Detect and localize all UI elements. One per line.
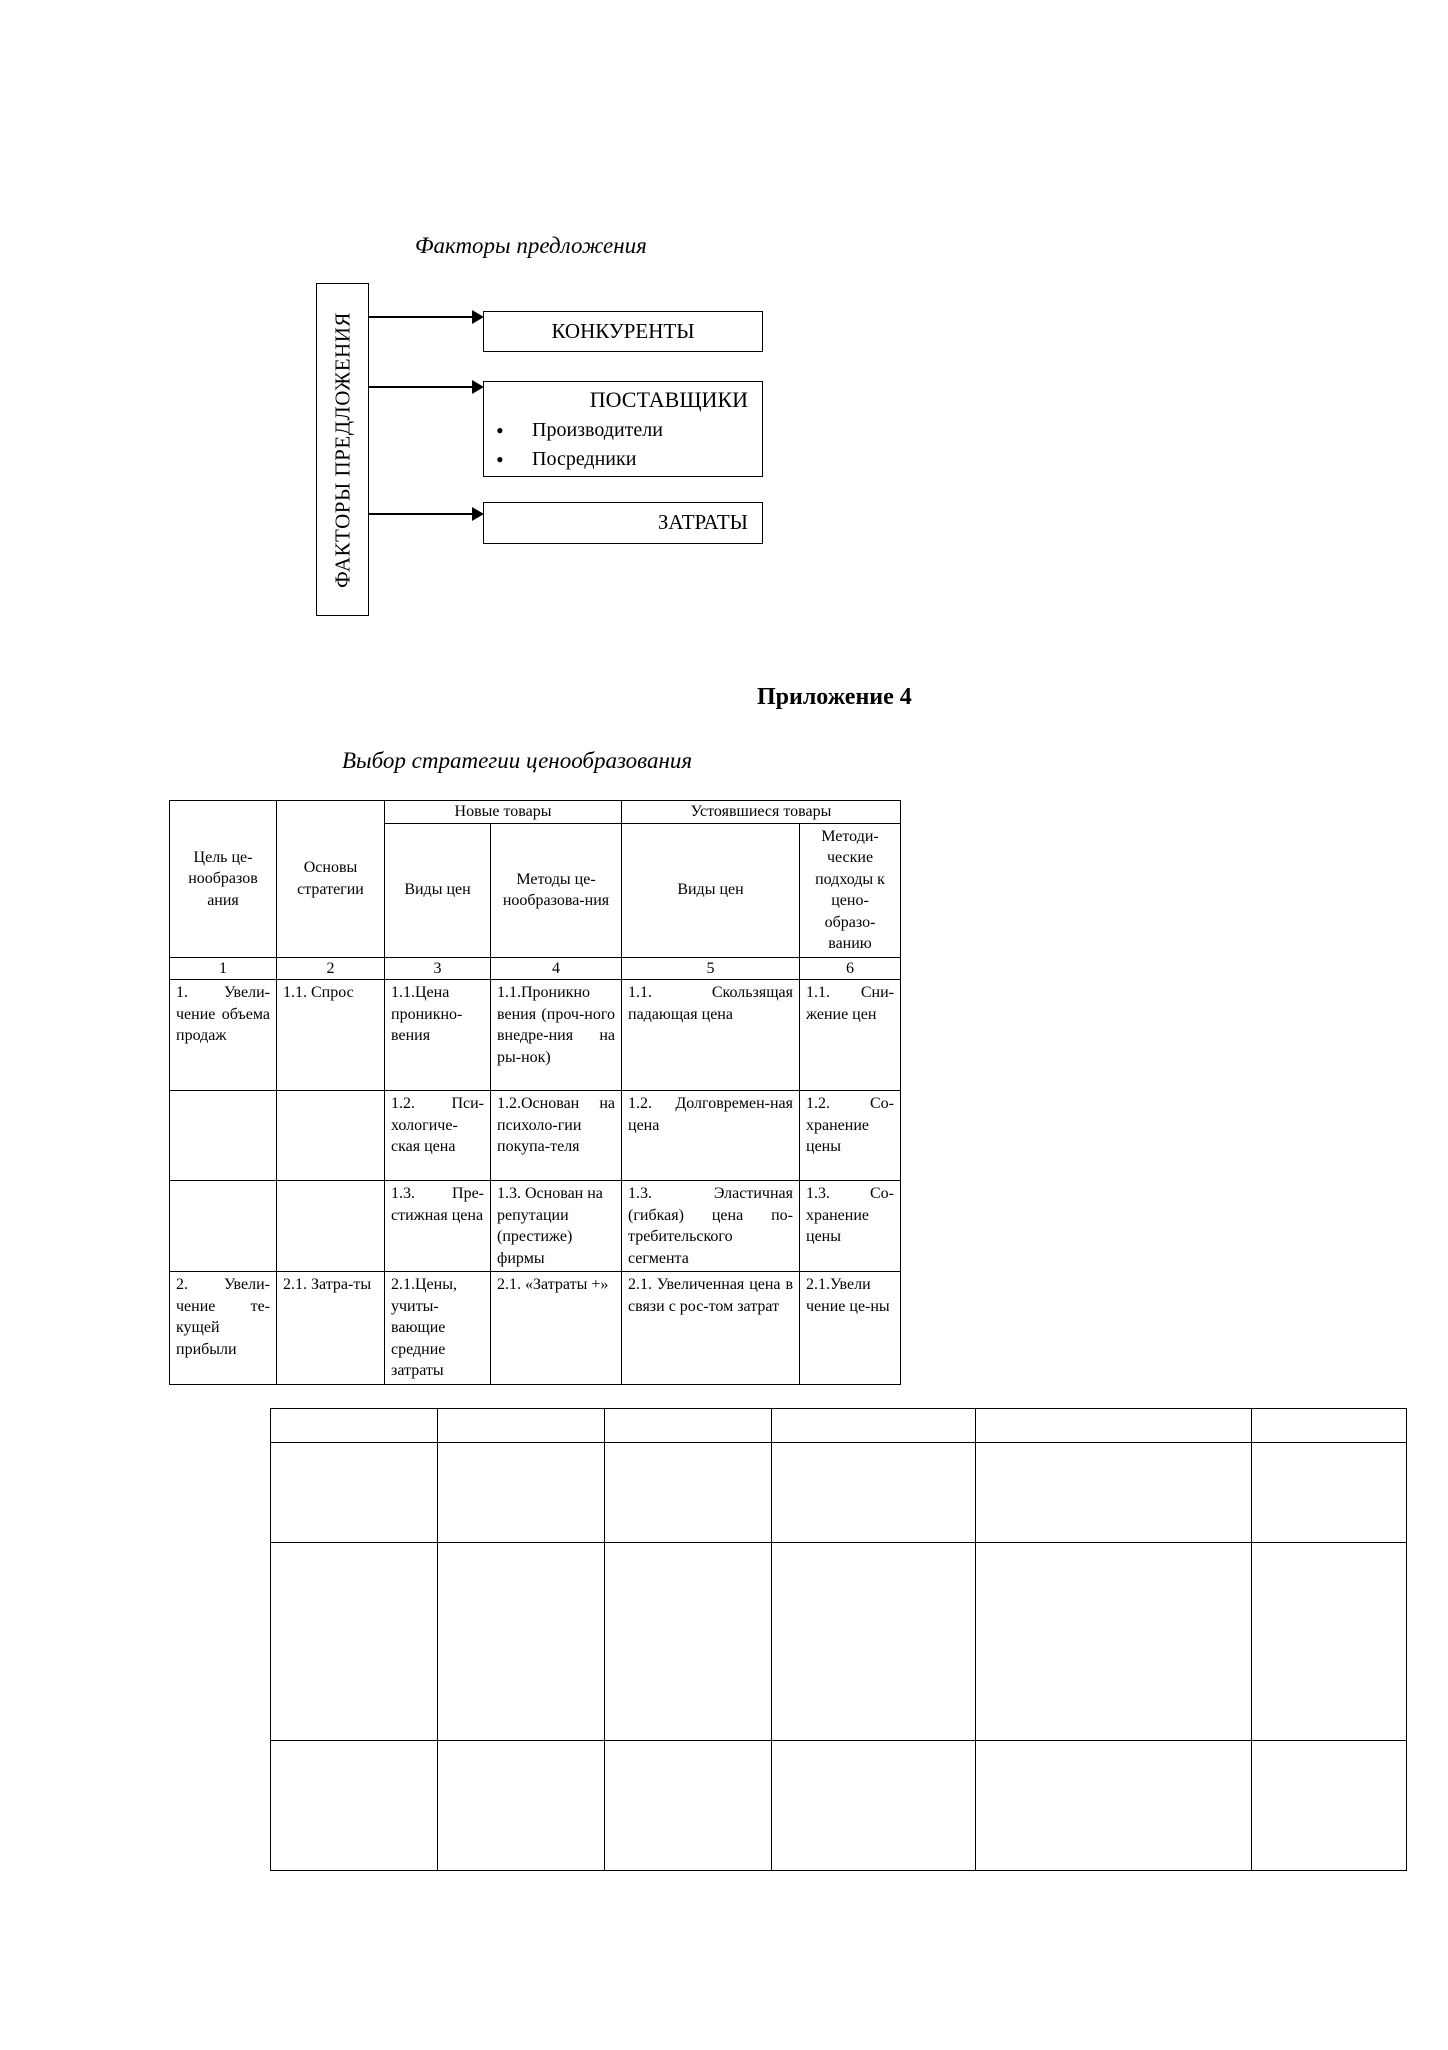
empty-grid-row — [271, 1741, 1407, 1871]
competitors-box — [483, 311, 763, 352]
empty-grid-cell — [976, 1543, 1252, 1741]
suppliers-list-item: • Посредники — [496, 445, 663, 474]
empty-grid-cell — [438, 1741, 605, 1871]
empty-grid-cell — [1252, 1741, 1407, 1871]
empty-grid-cell — [605, 1443, 772, 1543]
table-cell: 1.2.Основан на психоло-гии покупа-теля — [491, 1091, 622, 1181]
table-cell: 1.3. Со-хранение цены — [800, 1181, 901, 1272]
empty-grid-cell — [438, 1543, 605, 1741]
table-cell: 2. Увели-чение те-кущей прибыли — [170, 1272, 277, 1385]
empty-grid-row — [271, 1443, 1407, 1543]
empty-grid-cell — [1252, 1543, 1407, 1741]
supply-factors-box — [316, 283, 369, 616]
table-cell: 1.3. Пре-стижная цена — [385, 1181, 491, 1272]
competitors-label: КОНКУРЕНТЫ — [551, 319, 695, 343]
empty-grid-cell — [976, 1741, 1252, 1871]
arrow-to-costs — [369, 513, 482, 515]
empty-grid-cell — [772, 1409, 976, 1443]
arrow-to-competitors — [369, 316, 482, 318]
table-cell: 1.1.Проникно вения (проч-ного внедре-ния на ры-нок) — [491, 980, 622, 1091]
column-number-row — [170, 957, 901, 980]
costs-label: ЗАТРАТЫ — [657, 510, 748, 534]
header-cell: Основы стратегии — [277, 801, 385, 958]
empty-grid-cell — [271, 1443, 438, 1543]
table-cell: 1.1. Спрос — [277, 980, 385, 1091]
header-cell: Методы це-нообразова-ния — [491, 823, 622, 957]
table-row — [170, 1091, 901, 1181]
table-cell — [170, 1091, 277, 1181]
column-number: 3 — [385, 957, 491, 980]
table-cell: 1.3. Эластичная (гибкая) цена по-требительского сегмента — [622, 1181, 800, 1272]
column-number: 4 — [491, 957, 622, 980]
pricing-strategy-table — [169, 800, 901, 1385]
table-cell — [170, 1181, 277, 1272]
column-number: 1 — [170, 957, 277, 980]
table-row — [170, 980, 901, 1091]
empty-grid-table — [270, 1408, 1407, 1871]
table-cell: 2.1. Затра-ты — [277, 1272, 385, 1385]
table-cell: 2.1. «Затраты +» — [491, 1272, 622, 1385]
suppliers-heading: ПОСТАВЩИКИ — [589, 387, 748, 412]
empty-grid-cell — [271, 1543, 438, 1741]
empty-grid-row — [271, 1409, 1407, 1443]
empty-grid-row — [271, 1543, 1407, 1741]
table-cell: 1.3. Основан на репутации (престиже) фирмы — [491, 1181, 622, 1272]
empty-grid-cell — [1252, 1443, 1407, 1543]
empty-grid-cell — [271, 1409, 438, 1443]
empty-grid-cell — [605, 1409, 772, 1443]
empty-grid-cell — [271, 1741, 438, 1871]
header-cell: Методи-ческие подходы к цено-образо-ванию — [800, 823, 901, 957]
table-cell: 2.1.Цены, учиты-вающие средние затраты — [385, 1272, 491, 1385]
diagram-title: Факторы предложения — [415, 233, 647, 258]
suppliers-list — [496, 416, 663, 474]
header-cell: Цель це-нообразов ания — [170, 801, 277, 958]
table-header-row — [170, 801, 901, 824]
table-cell — [277, 1181, 385, 1272]
suppliers-list-item: • Производители — [496, 416, 663, 445]
header-cell: Виды цен — [622, 823, 800, 957]
table-cell: 2.1. Увеличенная цена в связи с рос-том затрат — [622, 1272, 800, 1385]
empty-grid-cell — [772, 1543, 976, 1741]
suppliers-box — [483, 381, 763, 477]
empty-grid-cell — [438, 1409, 605, 1443]
costs-box — [483, 502, 763, 544]
header-group-established: Устоявшиеся товары — [622, 801, 901, 824]
empty-grid-cell — [772, 1443, 976, 1543]
empty-grid-cell — [976, 1409, 1252, 1443]
empty-grid-cell — [976, 1443, 1252, 1543]
column-number: 2 — [277, 957, 385, 980]
table-cell: 2.1.Увели чение це-ны — [800, 1272, 901, 1385]
table-cell: 1.2. Со-хранение цены — [800, 1091, 901, 1181]
empty-grid-cell — [438, 1443, 605, 1543]
column-number: 6 — [800, 957, 901, 980]
table-cell: 1.1. Сни-жение цен — [800, 980, 901, 1091]
header-group-new: Новые товары — [385, 801, 622, 824]
table-cell: 1.2. Пси-хологиче-ская цена — [385, 1091, 491, 1181]
empty-grid-cell — [772, 1741, 976, 1871]
table-cell: 1.1.Цена проникно-вения — [385, 980, 491, 1091]
table-cell: 1.2. Долговремен-ная цена — [622, 1091, 800, 1181]
table-row — [170, 1272, 901, 1385]
empty-grid-cell — [1252, 1409, 1407, 1443]
appendix-heading: Приложение 4 — [757, 684, 912, 710]
supply-factors-label: ФАКТОРЫ ПРЕДЛОЖЕНИЯ — [330, 311, 354, 588]
header-cell: Виды цен — [385, 823, 491, 957]
empty-grid-cell — [605, 1543, 772, 1741]
table-row — [170, 1181, 901, 1272]
table-title: Выбор стратегии ценообразования — [342, 748, 693, 773]
table-cell: 1.1. Скользящая падающая цена — [622, 980, 800, 1091]
arrow-to-suppliers — [369, 386, 482, 388]
column-number: 5 — [622, 957, 800, 980]
table-cell: 1. Увели-чение объема продаж — [170, 980, 277, 1091]
table-cell — [277, 1091, 385, 1181]
empty-grid-cell — [605, 1741, 772, 1871]
